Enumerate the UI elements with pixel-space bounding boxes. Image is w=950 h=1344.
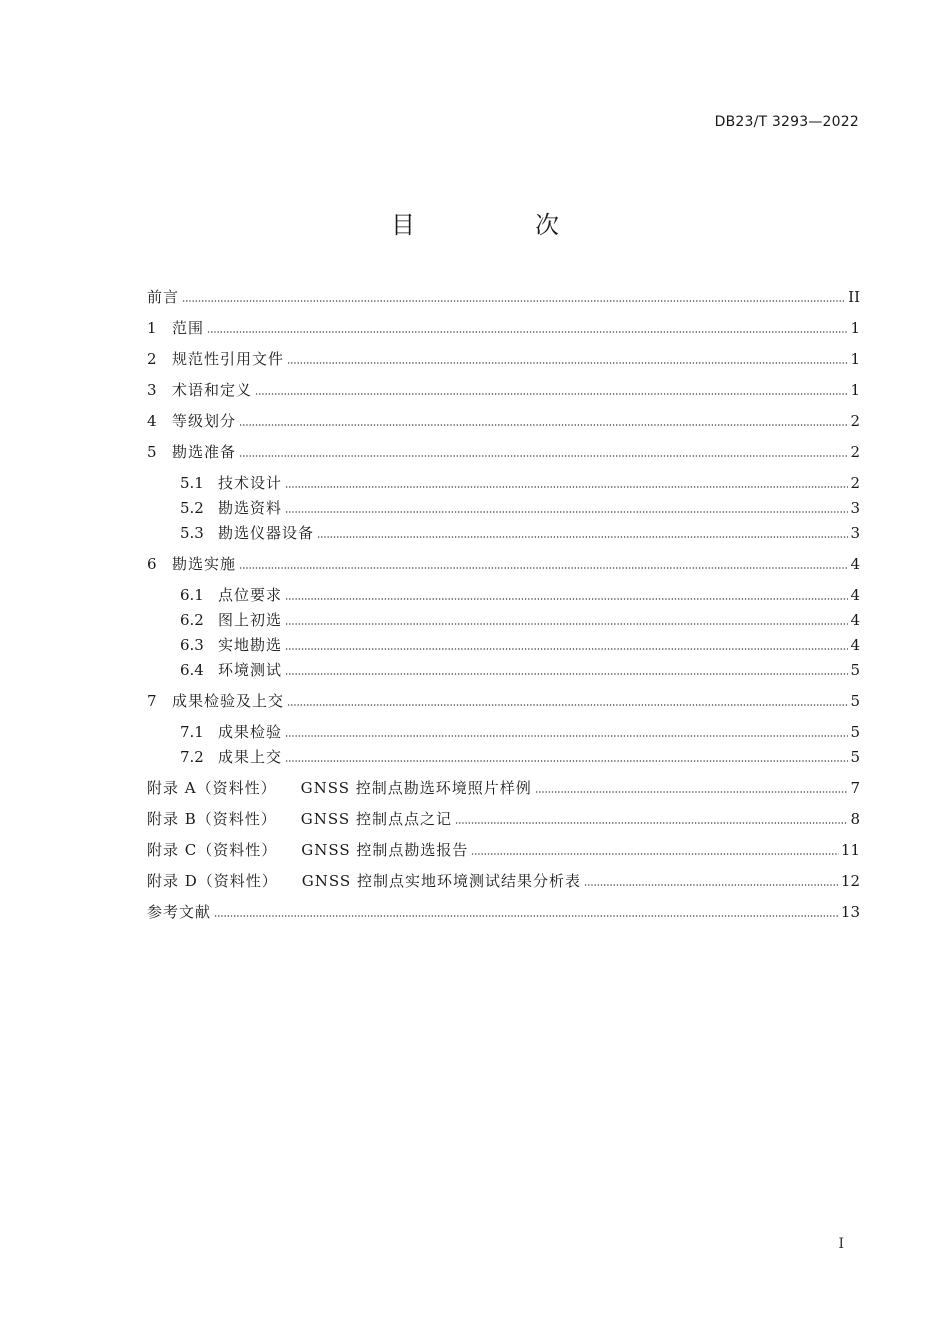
toc-entry-6-4[interactable] xyxy=(180,656,860,684)
toc-entry-number: 7.2 xyxy=(180,748,204,766)
toc-entry-5-2[interactable] xyxy=(180,494,860,522)
toc-leader-dots xyxy=(239,567,848,570)
toc-leader-dots xyxy=(535,791,849,794)
toc-entry-7[interactable] xyxy=(147,687,860,715)
toc-entry-label: GNSS 控制点勘选环境照片样例 xyxy=(300,779,532,797)
page-title: 目 次 xyxy=(391,211,607,239)
toc-leader-dots xyxy=(285,598,848,601)
toc-entry-label: 环境测试 xyxy=(218,661,283,679)
toc-entry-appendix-c[interactable] xyxy=(147,836,860,864)
toc-entry-number: 6.3 xyxy=(180,636,204,654)
toc-entry-page: 4 xyxy=(850,611,860,629)
toc-leader-dots xyxy=(285,735,848,738)
toc-entry-5-3[interactable] xyxy=(180,519,860,547)
toc-entry-number: 7.1 xyxy=(180,723,204,741)
toc-entry-5[interactable] xyxy=(147,438,860,466)
toc-leader-dots xyxy=(285,486,848,489)
toc-entry-page: 1 xyxy=(850,319,860,337)
document-code: DB23/T 3293—2022 xyxy=(714,114,859,130)
toc-entry-appendix-b[interactable] xyxy=(147,805,860,833)
toc-entry-number: 6.2 xyxy=(180,611,204,629)
toc-entry-number: 1 xyxy=(147,319,157,337)
toc-entry-number: 6 xyxy=(147,555,157,573)
toc-entry-label: 勘选实施 xyxy=(172,555,237,573)
toc-leader-dots xyxy=(239,455,848,458)
toc-entry-page: 4 xyxy=(850,555,860,573)
toc-entry-page: 1 xyxy=(850,381,860,399)
toc-entry-4[interactable] xyxy=(147,407,860,435)
toc-entry-label: 参考文献 xyxy=(147,903,212,921)
page-number: I xyxy=(838,1236,844,1252)
toc-leader-dots xyxy=(287,704,848,707)
toc-leader-dots xyxy=(182,300,846,303)
toc-leader-dots xyxy=(584,884,839,887)
toc-entry-page: 13 xyxy=(840,903,860,921)
toc-entry-page: II xyxy=(848,288,860,306)
toc-entry-page: 5 xyxy=(850,748,860,766)
toc-entry-label: 点位要求 xyxy=(218,586,283,604)
toc-leader-dots xyxy=(455,822,848,825)
toc-entry-page: 3 xyxy=(850,524,860,542)
toc-entry-appendix-d[interactable] xyxy=(147,867,860,895)
toc-leader-dots xyxy=(285,673,848,676)
toc-entry-page: 8 xyxy=(850,810,860,828)
toc-entry-3[interactable] xyxy=(147,376,860,404)
toc-entry-page: 5 xyxy=(850,692,860,710)
toc-leader-dots xyxy=(207,331,848,334)
toc-entry-7-1[interactable] xyxy=(180,718,860,746)
toc-entry-6-2[interactable] xyxy=(180,606,860,634)
toc-entry-label: 图上初选 xyxy=(218,611,283,629)
toc-entry-page: 7 xyxy=(850,779,860,797)
toc-leader-dots xyxy=(255,393,848,396)
toc-entry-number: 6.4 xyxy=(180,661,204,679)
toc-entry-5-1[interactable] xyxy=(180,469,860,497)
toc-entry-label: GNSS 控制点点之记 xyxy=(300,810,452,828)
toc-leader-dots xyxy=(285,511,848,514)
toc-entry-label: 勘选资料 xyxy=(218,499,283,517)
toc-leader-dots xyxy=(239,424,848,427)
toc-entry-number: 6.1 xyxy=(180,586,204,604)
toc-entry-page: 2 xyxy=(850,443,860,461)
toc-appendix-number: 附录 C（资料性） xyxy=(147,841,278,859)
toc-leader-dots xyxy=(285,648,848,651)
toc-appendix-number: 附录 A（资料性） xyxy=(147,779,277,797)
toc-entry-label: GNSS 控制点实地环境测试结果分析表 xyxy=(301,872,581,890)
toc-entry-number: 5.2 xyxy=(180,499,204,517)
toc-entry-label: 技术设计 xyxy=(218,474,283,492)
toc-entry-label: 范围 xyxy=(172,319,205,337)
toc-entry-label: 勘选准备 xyxy=(172,443,237,461)
toc-leader-dots xyxy=(317,536,848,539)
toc-entry-1[interactable] xyxy=(147,314,860,342)
toc-entry-label: 术语和定义 xyxy=(172,381,253,399)
toc-entry-label: 实地勘选 xyxy=(218,636,283,654)
toc-entry-page: 1 xyxy=(850,350,860,368)
toc-entry-page: 3 xyxy=(850,499,860,517)
toc-entry-number: 7 xyxy=(147,692,157,710)
toc-entry-7-2[interactable] xyxy=(180,743,860,771)
toc-entry-page: 2 xyxy=(850,474,860,492)
toc-entry-label: 前言 xyxy=(147,288,180,306)
toc-entry-page: 4 xyxy=(850,586,860,604)
toc-leader-dots xyxy=(214,915,839,918)
toc-entry-page: 12 xyxy=(840,872,860,890)
toc-entry-references[interactable] xyxy=(147,898,860,926)
toc-entry-number: 3 xyxy=(147,381,157,399)
toc-entry-number: 2 xyxy=(147,350,157,368)
toc-entry-page: 11 xyxy=(840,841,860,859)
toc-entry-label: 等级划分 xyxy=(172,412,237,430)
toc-entry-label: 成果上交 xyxy=(218,748,283,766)
toc-entry-page: 5 xyxy=(850,661,860,679)
toc-entry-6-1[interactable] xyxy=(180,581,860,609)
toc-entry-foreword[interactable] xyxy=(147,283,860,311)
toc-appendix-number: 附录 D（资料性） xyxy=(147,872,278,890)
toc-appendix-number: 附录 B（资料性） xyxy=(147,810,277,828)
toc-entry-label: 勘选仪器设备 xyxy=(218,524,315,542)
toc-entry-page: 2 xyxy=(850,412,860,430)
toc-entry-number: 5 xyxy=(147,443,157,461)
toc-entry-number: 5.1 xyxy=(180,474,204,492)
toc-entry-number: 5.3 xyxy=(180,524,204,542)
toc-entry-label: 成果检验 xyxy=(218,723,283,741)
toc-entry-6[interactable] xyxy=(147,550,860,578)
toc-leader-dots xyxy=(471,853,838,856)
toc-entry-appendix-a[interactable] xyxy=(147,774,860,802)
toc-entry-label: 规范性引用文件 xyxy=(172,350,285,368)
toc-leader-dots xyxy=(287,362,848,365)
toc-leader-dots xyxy=(285,760,848,763)
toc-entry-page: 4 xyxy=(850,636,860,654)
toc-entry-number: 4 xyxy=(147,412,157,430)
toc-entry-6-3[interactable] xyxy=(180,631,860,659)
toc-entry-label: 成果检验及上交 xyxy=(172,692,285,710)
toc-leader-dots xyxy=(285,623,848,626)
toc-entry-label: GNSS 控制点勘选报告 xyxy=(301,841,469,859)
toc-entry-2[interactable] xyxy=(147,345,860,373)
toc-entry-page: 5 xyxy=(850,723,860,741)
